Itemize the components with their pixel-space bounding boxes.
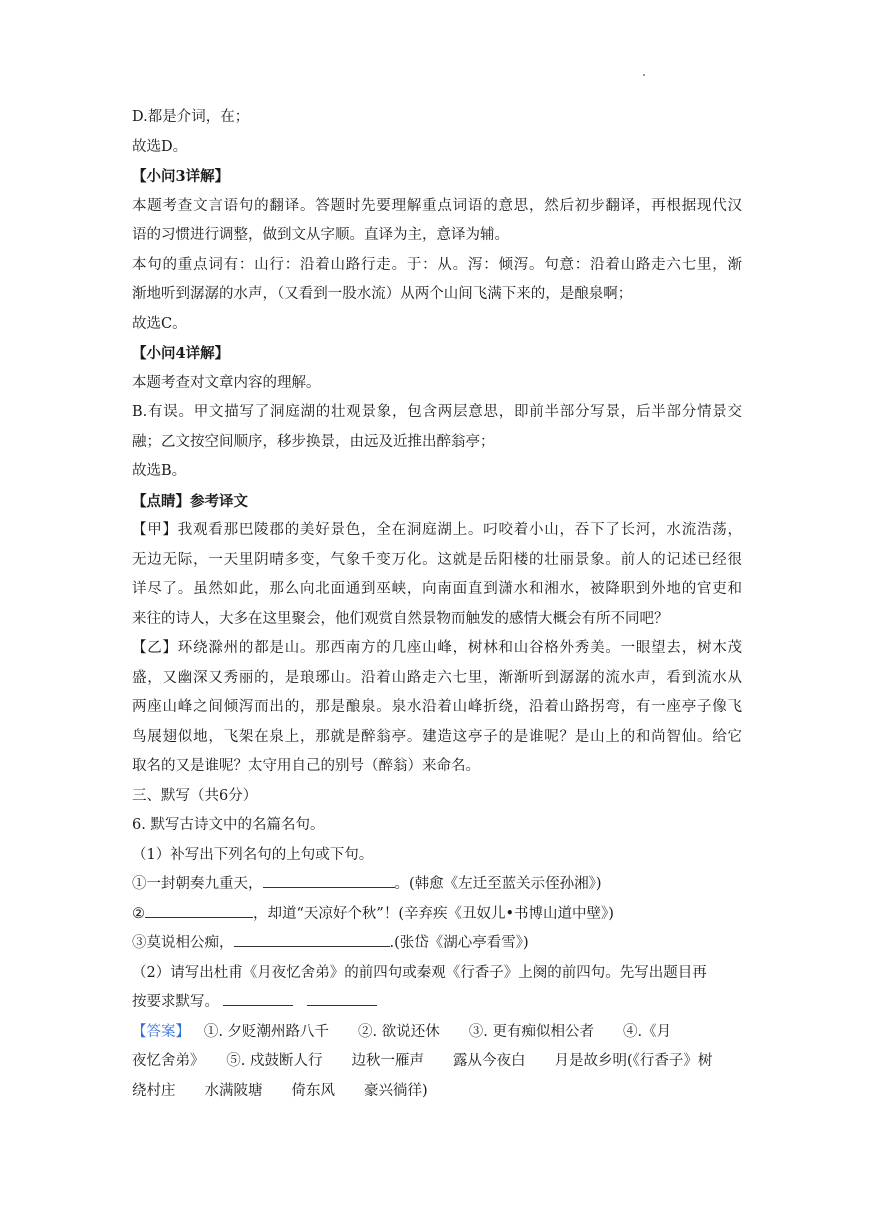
text-line: 鸟展翅似地，飞架在泉上，那就是醉翁亭。建造这亭子的是谁呢？是山上的和尚智仙。给它 xyxy=(132,728,742,745)
text-line: 本句的重点词有：山行：沿着山路行走。于：从。泻：倾泻。句意：沿着山路走六七里，渐 xyxy=(132,256,742,273)
text-line: 本题考查文言语句的翻译。答题时先要理解重点词语的意思，然后初步翻译，再根据现代汉 xyxy=(132,197,742,214)
text-line: （1）补写出下列名句的上句或下句。 xyxy=(132,846,374,863)
question-2-line xyxy=(132,900,742,930)
text-line: 来往的诗人，大多在这里聚会，他们观赏自然景物而触发的感情大概会有所不同吧？ xyxy=(132,610,669,627)
question-4-text-2: 按要求默写。 xyxy=(132,994,219,1010)
question-3-line xyxy=(132,929,742,959)
text-lines xyxy=(132,103,742,870)
answer-label: 【答案】 xyxy=(132,1023,190,1040)
question-1-prefix: ①一封朝奏九重天， xyxy=(132,876,263,892)
corner-mark xyxy=(643,74,645,76)
question-1-line xyxy=(132,870,742,900)
text-line: 【乙】环绕滁州的都是山。那西南方的几座山峰，树林和山谷格外秀美。一眼望去，树木茂 xyxy=(132,640,742,656)
answer-line-1 xyxy=(132,1018,742,1048)
text-line: 【甲】我观看那巴陵郡的美好景色，全在洞庭湖上。叼咬着小山，吞下了长河，水流浩荡， xyxy=(132,522,742,538)
question-3-suffix: .(张岱《湖心亭看雪》) xyxy=(389,935,529,951)
answer-text-3: 绕村庄 水满陂塘 倚东风 豪兴徜徉) xyxy=(132,1082,428,1099)
text-line: 渐地听到潺潺的水声，（又看到一股水流）从两个山间飞满下来的，是酿泉啊； xyxy=(132,286,633,302)
text-line: 本题考查对文章内容的理解。 xyxy=(132,374,321,391)
text-line: 无边无际，一天里阴晴多变，气象千变万化。这就是岳阳楼的壮丽景象。前人的记述已经很 xyxy=(132,551,742,568)
text-line: 融；乙文按空间顺序，移步换景，由远及近推出醉翁亭； xyxy=(132,433,495,450)
text-line: 三、默写（共6分） xyxy=(132,787,258,804)
blank-3 xyxy=(234,932,390,947)
text-line: 详尽了。虽然如此，那么向北面通到巫峡，向南面直到潇水和湘水，被降职到外地的官吏和 xyxy=(132,581,742,597)
text-line: 【小问4详解】 xyxy=(132,345,230,362)
question-4-text: （2）请写出杜甫《月夜忆舍弟》的前四句或秦观《行香子》上阕的前四句。先写出题目再 xyxy=(132,964,707,981)
blank-4 xyxy=(223,991,293,1006)
text-line: 故选D。 xyxy=(132,138,188,155)
text-line: 两座山峰之间倾泻而出的，那是酿泉。泉水沿着山峰折绕，沿着山路拐弯，有一座亭子像飞 xyxy=(132,699,742,715)
question-2-suffix: ，却道“天凉好个秋”！(辛弃疾《丑奴儿•书博山道中壁》) xyxy=(253,905,614,922)
text-line: D.都是介词，在； xyxy=(132,109,250,125)
question-1-suffix: 。(韩愈《左迁至蓝关示侄孙湘》) xyxy=(394,876,602,892)
answer-line-3 xyxy=(132,1077,742,1107)
blank-2 xyxy=(145,903,253,918)
document-body xyxy=(132,103,742,1106)
question-2-prefix: ② xyxy=(132,905,145,922)
text-line: 盛，又幽深又秀丽的，是琅琊山。沿着山路走六七里，渐渐听到潺潺的流水声，看到流水从 xyxy=(132,669,742,686)
question-4-line-2 xyxy=(132,988,742,1018)
blank-1 xyxy=(263,873,395,888)
text-line: 【点睛】参考译文 xyxy=(132,492,248,510)
answer-line-2 xyxy=(132,1047,742,1077)
text-line: B.有误。甲文描写了洞庭湖的壮观景象，包含两层意思，即前半部分写景，后半部分情景交 xyxy=(132,404,742,420)
text-line: 故选B。 xyxy=(132,463,187,479)
question-4-line-1 xyxy=(132,959,742,989)
blank-5 xyxy=(307,991,377,1006)
text-line: 语的习惯进行调整，做到文从字顺。直译为主，意译为辅。 xyxy=(132,227,509,243)
text-line: 【小问3详解】 xyxy=(132,168,230,185)
text-line: 故选C。 xyxy=(132,315,187,332)
answer-text-1: ①. 夕贬潮州路八千 ②. 欲说还休 ③. 更有痴似相公者 ④.《月 xyxy=(203,1023,672,1040)
question-3-prefix: ③莫说相公痴， xyxy=(132,935,234,951)
text-line: 取名的又是谁呢？太守用自己的别号（醉翁）来命名。 xyxy=(132,758,480,774)
text-line: 6. 默写古诗文中的名篇名句。 xyxy=(132,817,325,833)
answer-text-2: 夜忆舍弟》 ⑤. 戍鼓断人行 边秋一雁声 露从今夜白 月是故乡明(《行香子》树 xyxy=(132,1053,713,1069)
